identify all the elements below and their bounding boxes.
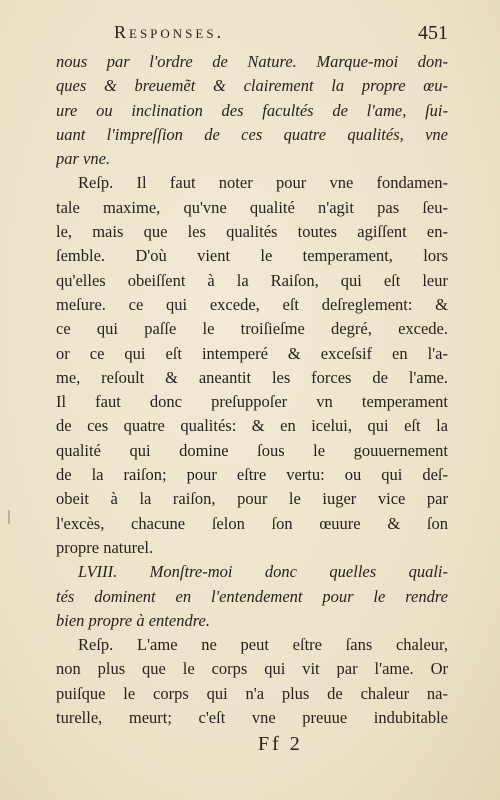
text-line: tés dominent en l'entendement pour le rendre [56, 586, 448, 606]
text-line: meſure. ce qui excede, eſt deſreglement: & [56, 294, 448, 314]
text-line: ce qui paſſe le troiſieſme degré, excede. [56, 319, 448, 339]
text-line: or ce qui eſt intemperé & exceſsif en l'a- [56, 343, 448, 363]
page-number: 451 [418, 22, 448, 44]
text-line: de ces quatre qualités: & en icelui, qui eſt la [56, 416, 448, 436]
text-line: ques & breuemẽt & clairement la propre œu- [56, 76, 448, 96]
text-line: tale maxime, qu'vne qualité n'agit pas ſeu- [56, 197, 448, 217]
text-body [56, 50, 448, 730]
text-line: l'excès, chacune ſelon ſon œuure & ſon [56, 513, 448, 533]
text-line: ſemble. D'où vient le temperament, lors [56, 246, 448, 266]
text-line: non plus que le corps qui vit par l'ame. Or [56, 659, 448, 679]
text-line: ure ou inclination des facultés de l'ame, ſui- [56, 100, 448, 120]
text-line: qu'elles obeiſſent à la Raiſon, qui eſt leur [56, 270, 448, 290]
text-line: nous par l'ordre de Nature. Marque-moi don- [56, 52, 448, 71]
text-line: propre naturel. [56, 537, 154, 557]
text-line: obeit à la raiſon, pour le iuger vice par [56, 489, 448, 509]
text-line: de la raiſon; pour eſtre vertu: ou qui deſ- [56, 465, 448, 485]
text-line: Il faut donc preſuppoſer vn temperament [56, 392, 448, 412]
signature-mark: Ff 2 [258, 733, 303, 755]
text-line: uant l'impreſſion de ces quatre qualités, vne [56, 124, 448, 144]
page-header [98, 18, 448, 48]
text-line: le, mais que les qualités toutes agiſſent en- [56, 222, 448, 242]
text-line: puiſque le corps qui n'a plus de chaleur na- [56, 683, 448, 703]
text-line: turelle, meurt; c'eſt vne preuue indubitable [56, 708, 448, 728]
text-line: me, reſoult & aneantit les forces de l'ame. [56, 367, 448, 387]
text-line: Reſp. L'ame ne peut eſtre ſans chaleur, [78, 635, 448, 655]
text-line: Reſp. Il faut noter pour vne fondamen- [78, 173, 448, 193]
text-line: bien propre à entendre. [56, 610, 210, 630]
text-line: LVIII. Monſtre-moi donc quelles quali- [78, 562, 448, 582]
text-line: qualité qui domine ſous le gouuernement [56, 440, 448, 460]
running-title: Responses. [114, 22, 225, 42]
page-edge-mark [8, 510, 10, 524]
text-line: par vne. [56, 149, 111, 169]
